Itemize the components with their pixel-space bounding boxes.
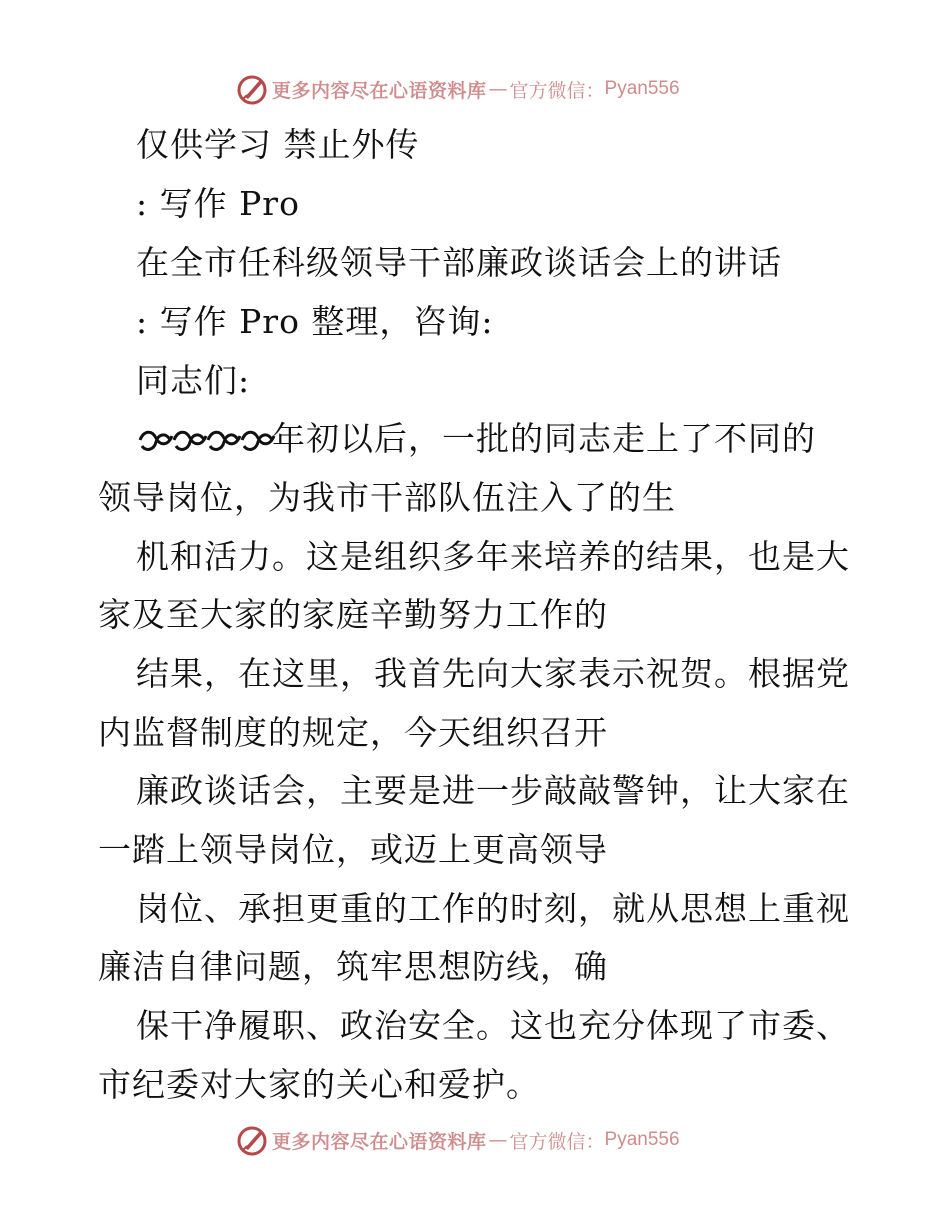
- doc-title: 在全市任科级领导干部廉政谈话会上的讲话: [136, 243, 782, 282]
- doc-paragraph-line-2: 领导岗位，为我市干部队伍注入了的生: [98, 478, 676, 517]
- banner-text: 更多内容尽在心语资料库: [272, 79, 487, 102]
- doc-line-2: : 写作 Pro: [136, 184, 300, 223]
- doc-paragraph-line-9: 岗位、承担更重的工作的时刻，就从思想上重视: [136, 889, 850, 928]
- ornament-glyphs: [136, 426, 272, 454]
- doc-paragraph-line-6: 内监督制度的规定，今天组织召开: [98, 713, 608, 752]
- doc-paragraph-line-3: 机和活力。这是组织多年来培养的结果，也是大: [136, 537, 850, 576]
- quill-logo-icon: [236, 1124, 268, 1156]
- banner-wechat-id: Pyan556: [604, 1129, 680, 1150]
- doc-paragraph-line-10: 廉洁自律问题，筑牢思想防线，确: [98, 947, 608, 986]
- banner-wechat-id: Pyan556: [604, 78, 680, 99]
- banner-separator: —: [488, 1129, 508, 1151]
- banner-separator: —: [488, 78, 508, 100]
- doc-line-text: 年初以后，一批的同志走上了不同的: [272, 419, 816, 458]
- doc-paragraph-line-5: 结果，在这里，我首先向大家表示祝贺。根据党: [136, 654, 850, 693]
- footer-banner: [236, 1123, 756, 1157]
- doc-salutation: 同志们:: [136, 361, 251, 400]
- quill-logo-icon: [236, 73, 268, 105]
- doc-paragraph-line-7: 廉政谈话会，主要是进一步敲敲警钟，让大家在: [136, 771, 850, 810]
- banner-wechat-label: 官方微信：: [509, 79, 605, 102]
- doc-paragraph-line-11: 保干净履职、政治安全。这也充分体现了市委、: [136, 1006, 850, 1045]
- doc-line-4: : 写作 Pro 整理，咨询:: [136, 302, 494, 341]
- doc-paragraph-line-12: 市纪委对大家的关心和爱护。: [98, 1065, 540, 1104]
- doc-paragraph-line-4: 家及至大家的家庭辛勤努力工作的: [98, 595, 608, 634]
- doc-paragraph-line-8: 一踏上领导岗位，或迈上更高领导: [98, 830, 608, 869]
- header-banner: [236, 72, 756, 106]
- doc-line-1: 仅供学习 禁止外传: [136, 125, 420, 164]
- banner-text: 更多内容尽在心语资料库: [272, 1130, 487, 1153]
- doc-paragraph-line-1: [136, 419, 816, 459]
- banner-wechat-label: 官方微信：: [509, 1130, 605, 1153]
